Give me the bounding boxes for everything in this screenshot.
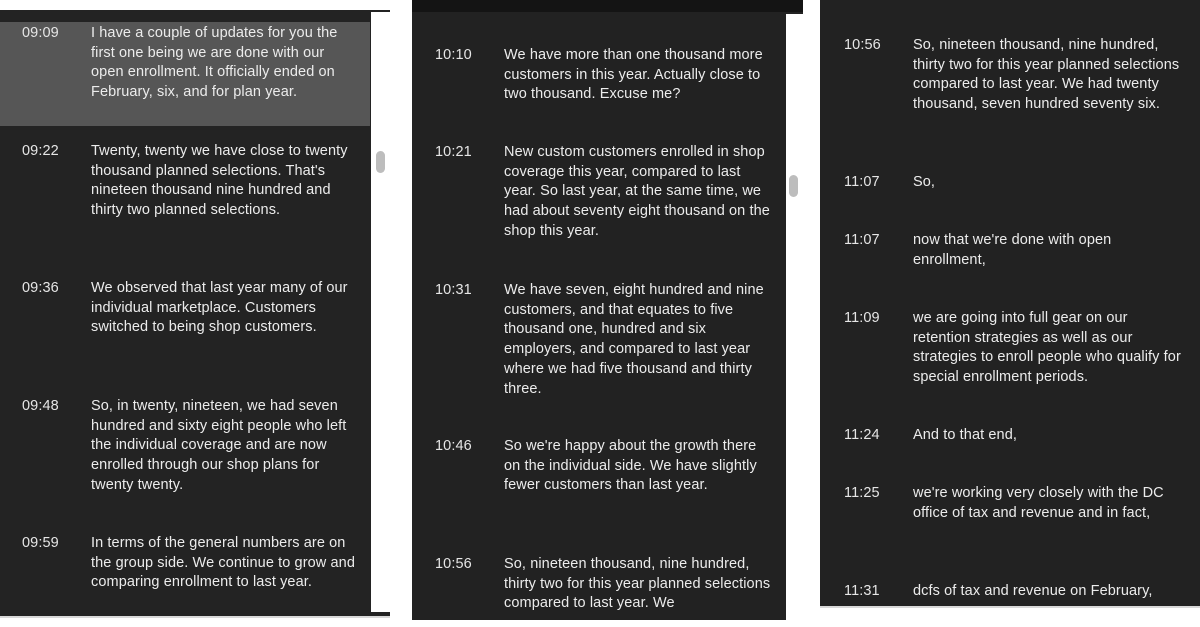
timestamp[interactable]: 11:31 (844, 583, 880, 599)
caption-text: So we're happy about the growth there on the individual side. We have slightly fewer customers than last year. (504, 438, 757, 494)
transcript-entry[interactable] (0, 279, 370, 338)
transcript-list (820, 0, 1200, 606)
timestamp[interactable]: 09:36 (22, 280, 59, 296)
transcript-panel-2 (412, 0, 803, 620)
transcript-entry[interactable] (422, 281, 786, 399)
timestamp[interactable]: 11:09 (844, 310, 880, 326)
timestamp[interactable]: 10:31 (435, 282, 472, 298)
timestamp[interactable]: 09:09 (22, 25, 59, 41)
timestamp[interactable]: 10:10 (435, 47, 472, 63)
transcript-entry[interactable] (820, 231, 1200, 270)
scrollbar-thumb[interactable] (376, 151, 385, 173)
timestamp[interactable]: 11:07 (844, 232, 880, 248)
timestamp[interactable]: 09:59 (22, 535, 59, 551)
caption-text: So, (913, 174, 936, 190)
caption-text: We have seven, eight hundred and nine customers, and that equates to five thousand one, hundred and six employers, and compared to last year where we had five thousand and thirty three. (504, 282, 764, 397)
caption-text: So, nineteen thousand, nine hundred, thirty two for this year planned selections compared to last year. We had twenty thousand, seven hundred seventy six. (913, 37, 1180, 113)
transcript-entry[interactable] (820, 309, 1200, 388)
transcript-entry[interactable] (820, 484, 1200, 523)
caption-text: dcfs of tax and revenue on February, (913, 583, 1153, 599)
transcript-entry[interactable] (0, 142, 370, 221)
divider (820, 606, 1200, 608)
timestamp[interactable]: 11:07 (844, 174, 880, 190)
caption-text: We observed that last year many of our individual marketplace. Customers switched to being shop customers. (91, 280, 348, 336)
caption-text: And to that end, (913, 427, 1017, 443)
scrollbar-track[interactable] (371, 12, 390, 612)
transcript-entry[interactable] (0, 534, 370, 593)
transcript-entry[interactable] (422, 437, 786, 496)
transcript-entry[interactable] (422, 555, 786, 614)
timestamp[interactable]: 09:22 (22, 143, 59, 159)
transcript-entry-selected[interactable] (0, 22, 370, 126)
transcript-list (0, 10, 370, 616)
transcript-entry[interactable] (820, 173, 1200, 193)
caption-text: So, in twenty, nineteen, we had seven hundred and sixty eight people who left the individual coverage and are now enrolled through our shop plans for twenty twenty. (91, 398, 347, 493)
transcript-entry[interactable] (422, 143, 786, 242)
transcript-entry[interactable] (820, 426, 1200, 446)
divider (0, 616, 390, 618)
timestamp[interactable]: 10:46 (435, 438, 472, 454)
scrollbar-track[interactable] (786, 14, 803, 620)
caption-text: New custom customers enrolled in shop coverage this year, compared to last year. So last year, at the same time, we had about seventy eight thousand on the shop this year. (504, 144, 770, 239)
caption-text: I have a couple of updates for you the first one being we are done with our open enrollment. It officially ended on February, six, and for plan year. (91, 25, 338, 101)
timestamp[interactable]: 11:24 (844, 427, 880, 443)
transcript-list (422, 0, 786, 620)
caption-text: we're working very closely with the DC office of tax and revenue and in fact, (913, 485, 1164, 521)
transcript-panel-1 (0, 10, 390, 616)
caption-text: we are going into full gear on our retention strategies as well as our strategies to enroll people who qualify for special enrollment periods. (913, 310, 1181, 386)
caption-text: We have more than one thousand more customers in this year. Actually close to two thousand. Excuse me? (504, 47, 763, 103)
caption-text: Twenty, twenty we have close to twenty thousand planned selections. That's nineteen thousand nine hundred and thirty two planned selections. (91, 143, 348, 219)
caption-text: So, nineteen thousand, nine hundred, thirty two for this year planned selections compared to last year. We (504, 556, 771, 612)
timestamp[interactable]: 10:56 (435, 556, 472, 572)
scrollbar-thumb[interactable] (789, 175, 798, 197)
transcript-panel-3 (820, 0, 1200, 606)
timestamp[interactable]: 09:48 (22, 398, 59, 414)
caption-text: In terms of the general numbers are on the group side. We continue to grow and comparing enrollment to last year. (91, 535, 355, 591)
timestamp[interactable]: 11:25 (844, 485, 880, 501)
transcript-entry[interactable] (820, 36, 1200, 115)
transcript-entry[interactable] (820, 582, 1200, 602)
timestamp[interactable]: 10:21 (435, 144, 472, 160)
timestamp[interactable]: 10:56 (844, 37, 881, 53)
caption-text: now that we're done with open enrollment, (913, 232, 1112, 268)
transcript-entry[interactable] (0, 397, 370, 496)
transcript-entry[interactable] (422, 46, 786, 105)
